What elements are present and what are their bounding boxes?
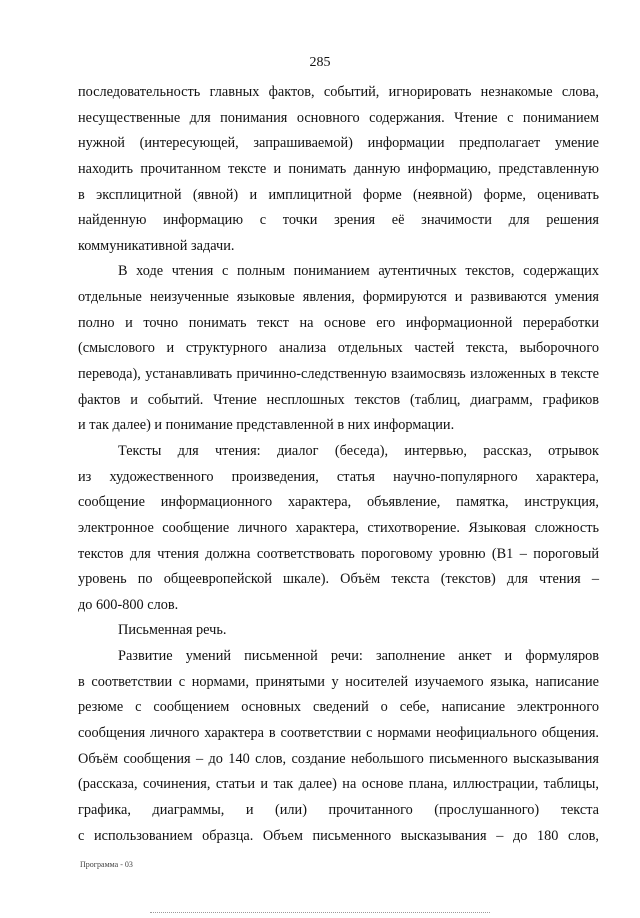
text-line: в соответствии с нормами, принятыми у носителей изучаемого языка, написание	[78, 673, 599, 690]
text-line: Письменная речь.	[118, 622, 227, 639]
text-line: полно и точно понимать текст на основе его информационной переработки	[78, 314, 599, 331]
text-line: несущественные для понимания основного содержания. Чтение с пониманием	[78, 109, 599, 126]
text-line: в эксплицитной (явной) и имплицитной форме (неявной) форме, оценивать	[78, 186, 599, 203]
text-line: с использованием образца. Объем письменного высказывания – до 180 слов,	[78, 827, 599, 844]
text-line: из художественного произведения, статья научно-популярного характера,	[78, 468, 599, 485]
text-line: сообщение информационного характера, объявление, памятка, инструкция,	[78, 494, 599, 511]
bottom-scan-rule	[150, 912, 490, 913]
page-footer: Программа - 03	[80, 860, 133, 869]
text-line: последовательность главных фактов, событий, игнорировать незнакомые слова,	[78, 84, 599, 100]
text-line: фактов и событий. Чтение несплошных текстов (таблиц, диаграмм, графиков	[78, 391, 599, 408]
text-line: электронное сообщение личного характера, стихотворение. Языковая сложность	[78, 519, 599, 536]
text-line: Тексты для чтения: диалог (беседа), интервью, рассказ, отрывок	[118, 442, 599, 459]
text-line: до 600-800 слов.	[78, 596, 179, 613]
text-line: (смыслового и структурного анализа отдельных частей текста, выборочного	[78, 340, 599, 357]
page-number: 285	[309, 55, 331, 70]
text-line: отдельные неизученные языковые явления, формируются и развиваются умения	[78, 289, 599, 306]
text-line: текстов для чтения должна соответствовать пороговому уровню (B1 – пороговый	[78, 545, 599, 562]
text-line: нужной (интересующей, запрашиваемой) информации предполагает умение	[78, 135, 599, 152]
text-line: Развитие умений письменной речи: заполнение анкет и формуляров	[118, 648, 599, 665]
text-line: резюме с сообщением основных сведений о себе, написание электронного	[78, 699, 599, 716]
text-line: сообщения личного характера в соответствии с нормами неофициального общения.	[78, 725, 599, 742]
text-line: находить прочитанном тексте и понимать данную информацию, представленную	[78, 160, 599, 177]
text-line: (рассказа, сочинения, статьи и так далее) на основе плана, иллюстрации, таблицы,	[78, 776, 599, 793]
text-line: Объём сообщения – до 140 слов, создание небольшого письменного высказывания	[78, 750, 599, 767]
text-line: В ходе чтения с полным пониманием аутентичных текстов, содержащих	[118, 263, 599, 280]
text-line: и так далее) и понимание представленной в них информации.	[78, 417, 455, 434]
text-line: коммуникативной задачи.	[78, 237, 235, 254]
text-line: найденную информацию с точки зрения её значимости для решения	[78, 212, 599, 229]
body-text	[78, 80, 599, 849]
text-line: уровень по общеевропейской шкале). Объём текста (текстов) для чтения –	[78, 571, 599, 588]
text-line: графика, диаграммы, и (или) прочитанного (прослушанного) текста	[78, 801, 599, 818]
text-line: перевода), устанавливать причинно-следственную взаимосвязь изложенных в тексте	[78, 366, 599, 383]
